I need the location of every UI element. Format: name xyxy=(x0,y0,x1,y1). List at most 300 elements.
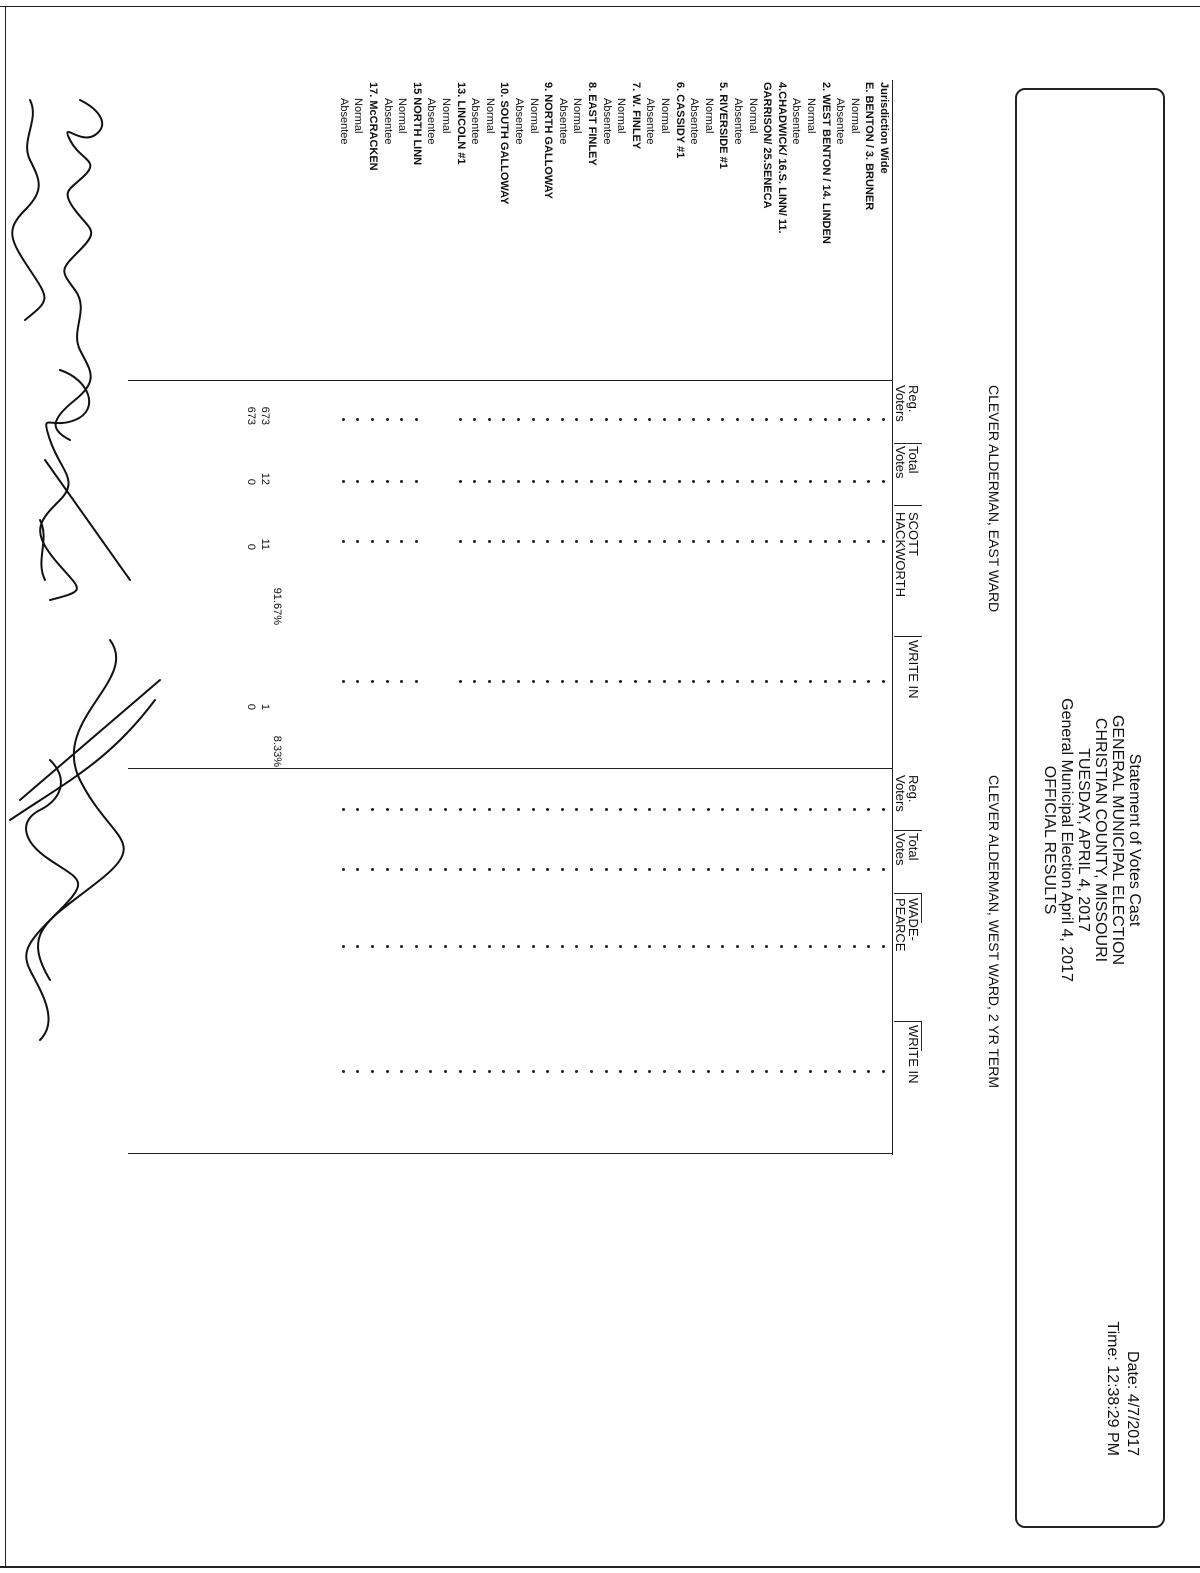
row-type-label: Normal xyxy=(702,98,715,134)
empty-value-dot xyxy=(575,868,578,871)
empty-value-dot xyxy=(751,868,754,871)
empty-value-dot xyxy=(721,418,724,421)
empty-value-dot xyxy=(867,418,870,421)
empty-value-dot xyxy=(502,480,505,483)
hdr-sep-top xyxy=(921,893,922,923)
hdr-sep xyxy=(894,443,922,444)
empty-value-dot xyxy=(546,480,549,483)
empty-value-dot xyxy=(692,540,695,543)
empty-value-dot xyxy=(371,540,374,543)
empty-value-dot xyxy=(663,945,666,948)
empty-value-dot xyxy=(590,1070,593,1073)
row-type-label: Normal xyxy=(848,98,861,134)
empty-value-dot xyxy=(765,418,768,421)
empty-value-dot xyxy=(678,1070,681,1073)
empty-value-dot xyxy=(824,418,827,421)
row-type-label: Absentee xyxy=(834,98,847,145)
empty-value-dot xyxy=(838,808,841,811)
empty-value-dot xyxy=(721,945,724,948)
empty-value-dot xyxy=(794,480,797,483)
c1-col-hackworth: SCOTT HACKWORTH xyxy=(893,512,921,597)
empty-value-dot xyxy=(663,480,666,483)
empty-value-dot xyxy=(882,480,885,483)
empty-value-dot xyxy=(429,868,432,871)
empty-value-dot xyxy=(736,680,739,683)
empty-value-dot xyxy=(575,540,578,543)
empty-value-dot xyxy=(532,418,535,421)
empty-value-dot xyxy=(619,480,622,483)
empty-value-dot xyxy=(663,808,666,811)
empty-value-dot xyxy=(590,945,593,948)
empty-value-dot xyxy=(429,1070,432,1073)
empty-value-dot xyxy=(590,418,593,421)
row-type-label: Absentee xyxy=(732,98,744,145)
empty-value-dot xyxy=(517,808,520,811)
empty-value-dot xyxy=(751,540,754,543)
empty-value-dot xyxy=(634,1070,637,1073)
hdr-sep xyxy=(894,636,922,637)
empty-value-dot xyxy=(882,540,885,543)
precinct-label: 9. NORTH GALLOWAY xyxy=(542,82,555,199)
empty-value-dot xyxy=(678,540,681,543)
empty-value-dot xyxy=(502,540,505,543)
empty-value-dot xyxy=(575,1070,578,1073)
empty-value-dot xyxy=(356,808,359,811)
empty-value-dot xyxy=(692,680,695,683)
empty-value-dot xyxy=(386,480,389,483)
empty-value-dot xyxy=(532,540,535,543)
empty-value-dot xyxy=(853,480,856,483)
empty-value-dot xyxy=(356,480,359,483)
empty-value-dot xyxy=(517,418,520,421)
empty-value-dot xyxy=(692,868,695,871)
row-type-label: Absentee xyxy=(644,98,657,145)
lincoln-absentee-hackworth: 0 xyxy=(245,543,257,550)
empty-value-dot xyxy=(707,1070,710,1073)
empty-value-dot xyxy=(721,540,724,543)
empty-value-dot xyxy=(561,418,564,421)
empty-value-dot xyxy=(751,945,754,948)
empty-value-dot xyxy=(590,680,593,683)
empty-value-dot xyxy=(707,808,710,811)
row-type-label: Absentee xyxy=(513,98,525,145)
empty-value-dot xyxy=(517,540,520,543)
empty-value-dot xyxy=(648,418,651,421)
empty-value-dot xyxy=(575,418,578,421)
empty-value-dot xyxy=(663,680,666,683)
c2-col-total-votes: Total Votes xyxy=(893,833,921,866)
empty-value-dot xyxy=(415,480,418,483)
empty-value-dot xyxy=(619,540,622,543)
header-title: Statement of Votes Cast xyxy=(1126,753,1143,927)
empty-value-dot xyxy=(605,1070,608,1073)
empty-value-dot xyxy=(721,480,724,483)
empty-value-dot xyxy=(678,480,681,483)
empty-value-dot xyxy=(634,868,637,871)
empty-value-dot xyxy=(415,540,418,543)
empty-value-dot xyxy=(502,868,505,871)
empty-value-dot xyxy=(488,480,491,483)
c2-col-wade-pearce: WADE-PEARCE xyxy=(893,898,921,952)
empty-value-dot xyxy=(765,680,768,683)
empty-value-dot xyxy=(371,1070,374,1073)
empty-value-dot xyxy=(809,1070,812,1073)
empty-value-dot xyxy=(794,540,797,543)
empty-value-dot xyxy=(371,418,374,421)
empty-value-dot xyxy=(400,540,403,543)
empty-value-dot xyxy=(605,868,608,871)
row-type-label: Absentee xyxy=(425,98,438,145)
empty-value-dot xyxy=(517,945,520,948)
empty-value-dot xyxy=(692,418,695,421)
empty-value-dot xyxy=(517,680,520,683)
empty-value-dot xyxy=(342,480,345,483)
contest1-left-rule xyxy=(128,380,893,381)
empty-value-dot xyxy=(707,680,710,683)
header-county: CHRISTIAN COUNTY, MISSOURI xyxy=(1092,717,1109,963)
empty-value-dot xyxy=(473,680,476,683)
empty-value-dot xyxy=(780,868,783,871)
empty-value-dot xyxy=(721,1070,724,1073)
empty-value-dot xyxy=(605,945,608,948)
empty-value-dot xyxy=(546,868,549,871)
empty-value-dot xyxy=(867,1070,870,1073)
empty-value-dot xyxy=(546,540,549,543)
empty-value-dot xyxy=(356,868,359,871)
empty-value-dot xyxy=(780,808,783,811)
empty-value-dot xyxy=(678,868,681,871)
empty-value-dot xyxy=(838,418,841,421)
empty-value-dot xyxy=(473,1070,476,1073)
empty-value-dot xyxy=(867,808,870,811)
empty-value-dot xyxy=(853,680,856,683)
empty-value-dot xyxy=(824,480,827,483)
empty-value-dot xyxy=(400,945,403,948)
empty-value-dot xyxy=(794,1070,797,1073)
empty-value-dot xyxy=(794,808,797,811)
empty-value-dot xyxy=(605,680,608,683)
empty-value-dot xyxy=(532,480,535,483)
empty-value-dot xyxy=(356,540,359,543)
empty-value-dot xyxy=(853,418,856,421)
empty-value-dot xyxy=(780,680,783,683)
precinct-label: 4.CHADWICK/ 16.S. LINN/ 11. xyxy=(775,82,788,234)
empty-value-dot xyxy=(736,540,739,543)
hdr-sep xyxy=(894,830,922,831)
empty-value-dot xyxy=(648,945,651,948)
row-type-label: Absentee xyxy=(337,98,350,145)
empty-value-dot xyxy=(882,680,885,683)
empty-value-dot xyxy=(502,1070,505,1073)
row-type-label: Normal xyxy=(571,98,584,134)
empty-value-dot xyxy=(663,540,666,543)
empty-value-dot xyxy=(488,808,491,811)
empty-value-dot xyxy=(371,868,374,871)
empty-value-dot xyxy=(561,680,564,683)
contest2-title: CLEVER ALDERMAN, WEST WARD, 2 YR TERM xyxy=(986,775,1002,1088)
empty-value-dot xyxy=(838,680,841,683)
empty-value-dot xyxy=(488,680,491,683)
empty-value-dot xyxy=(794,680,797,683)
empty-value-dot xyxy=(809,418,812,421)
empty-value-dot xyxy=(517,1070,520,1073)
empty-value-dot xyxy=(707,480,710,483)
empty-value-dot xyxy=(371,480,374,483)
handwritten-signatures xyxy=(0,80,170,1130)
row-type-label: Normal xyxy=(746,98,759,134)
empty-value-dot xyxy=(867,540,870,543)
empty-value-dot xyxy=(429,808,432,811)
precinct-label: 8. EAST FINLEY xyxy=(586,82,598,166)
empty-value-dot xyxy=(809,540,812,543)
empty-value-dot xyxy=(371,680,374,683)
empty-value-dot xyxy=(707,418,710,421)
empty-value-dot xyxy=(415,868,418,871)
empty-value-dot xyxy=(707,868,710,871)
empty-value-dot xyxy=(546,945,549,948)
empty-value-dot xyxy=(488,418,491,421)
empty-value-dot xyxy=(371,945,374,948)
empty-value-dot xyxy=(605,418,608,421)
empty-value-dot xyxy=(415,1070,418,1073)
row-type-label: Normal xyxy=(805,98,817,134)
empty-value-dot xyxy=(400,808,403,811)
empty-value-dot xyxy=(751,680,754,683)
empty-value-dot xyxy=(809,945,812,948)
empty-value-dot xyxy=(736,418,739,421)
empty-value-dot xyxy=(605,480,608,483)
empty-value-dot xyxy=(853,945,856,948)
empty-value-dot xyxy=(648,540,651,543)
empty-value-dot xyxy=(809,480,812,483)
empty-value-dot xyxy=(648,680,651,683)
empty-value-dot xyxy=(561,808,564,811)
empty-value-dot xyxy=(838,945,841,948)
empty-value-dot xyxy=(356,1070,359,1073)
empty-value-dot xyxy=(824,945,827,948)
empty-value-dot xyxy=(663,418,666,421)
empty-value-dot xyxy=(751,1070,754,1073)
empty-value-dot xyxy=(867,868,870,871)
empty-value-dot xyxy=(415,945,418,948)
row-type-label: Absentee xyxy=(600,98,613,145)
empty-value-dot xyxy=(765,540,768,543)
precinct-label: 2. WEST BENTON / 14. LINDEN xyxy=(819,82,832,244)
empty-value-dot xyxy=(619,868,622,871)
empty-value-dot xyxy=(634,808,637,811)
empty-value-dot xyxy=(356,418,359,421)
empty-value-dot xyxy=(459,540,462,543)
empty-value-dot xyxy=(459,418,462,421)
empty-value-dot xyxy=(444,868,447,871)
empty-value-dot xyxy=(532,808,535,811)
empty-value-dot xyxy=(590,808,593,811)
row-type-label: Absentee xyxy=(381,98,394,145)
empty-value-dot xyxy=(605,808,608,811)
empty-value-dot xyxy=(459,680,462,683)
lincoln-normal-hackworth: 11 xyxy=(259,538,271,550)
precinct-label: 5. RIVERSIDE #1 xyxy=(717,82,730,169)
empty-value-dot xyxy=(590,540,593,543)
empty-value-dot xyxy=(517,868,520,871)
hdr-sep xyxy=(894,505,922,506)
empty-value-dot xyxy=(356,680,359,683)
empty-value-dot xyxy=(780,418,783,421)
empty-value-dot xyxy=(765,1070,768,1073)
empty-value-dot xyxy=(721,868,724,871)
empty-value-dot xyxy=(663,1070,666,1073)
empty-value-dot xyxy=(619,808,622,811)
report-header-box xyxy=(1015,88,1165,1528)
empty-value-dot xyxy=(736,945,739,948)
empty-value-dot xyxy=(415,680,418,683)
empty-value-dot xyxy=(867,480,870,483)
empty-value-dot xyxy=(882,418,885,421)
empty-value-dot xyxy=(488,540,491,543)
empty-value-dot xyxy=(459,1070,462,1073)
empty-value-dot xyxy=(473,868,476,871)
empty-value-dot xyxy=(342,945,345,948)
report-time: Time: 12:38:29 PM xyxy=(1104,1321,1121,1456)
c2-col-write-in: WRITE IN xyxy=(906,1025,921,1084)
row-type-label: Absentee xyxy=(556,98,569,145)
c1-col-write-in: WRITE IN xyxy=(906,640,921,699)
lincoln-normal-reg-voters: 673 xyxy=(259,406,271,425)
empty-value-dot xyxy=(400,680,403,683)
empty-value-dot xyxy=(532,1070,535,1073)
empty-value-dot xyxy=(838,540,841,543)
empty-value-dot xyxy=(575,808,578,811)
contest-divider-rule xyxy=(128,768,893,769)
empty-value-dot xyxy=(707,540,710,543)
empty-value-dot xyxy=(824,540,827,543)
empty-value-dot xyxy=(502,418,505,421)
contest1-title: CLEVER ALDERMAN, EAST WARD xyxy=(986,385,1002,613)
empty-value-dot xyxy=(619,945,622,948)
empty-value-dot xyxy=(648,808,651,811)
empty-value-dot xyxy=(488,868,491,871)
empty-value-dot xyxy=(882,808,885,811)
header-election: GENERAL MUNICIPAL ELECTION xyxy=(1109,714,1126,966)
empty-value-dot xyxy=(590,480,593,483)
empty-value-dot xyxy=(867,680,870,683)
empty-value-dot xyxy=(736,480,739,483)
empty-value-dot xyxy=(824,868,827,871)
empty-value-dot xyxy=(444,808,447,811)
jurisdiction-label: Jurisdiction Wide xyxy=(878,82,890,174)
empty-value-dot xyxy=(634,680,637,683)
empty-value-dot xyxy=(488,1070,491,1073)
empty-value-dot xyxy=(561,540,564,543)
report-date: Date: 4/7/2017 xyxy=(1124,1351,1141,1456)
empty-value-dot xyxy=(429,945,432,948)
contest2-right-rule xyxy=(128,1153,893,1154)
empty-value-dot xyxy=(619,1070,622,1073)
empty-value-dot xyxy=(473,480,476,483)
empty-value-dot xyxy=(838,480,841,483)
empty-value-dot xyxy=(342,540,345,543)
empty-value-dot xyxy=(619,680,622,683)
row-type-label: Normal xyxy=(396,98,409,134)
empty-value-dot xyxy=(882,1070,885,1073)
lincoln-absentee-write-in: 0 xyxy=(245,703,257,710)
empty-value-dot xyxy=(809,808,812,811)
hdr-sep xyxy=(894,893,922,894)
precinct-label: 17. McCRACKEN xyxy=(367,82,379,171)
empty-value-dot xyxy=(546,1070,549,1073)
empty-value-dot xyxy=(867,945,870,948)
empty-value-dot xyxy=(663,868,666,871)
empty-value-dot xyxy=(736,808,739,811)
empty-value-dot xyxy=(853,540,856,543)
empty-value-dot xyxy=(532,680,535,683)
precinct-label: E. BENTON / 3. BRUNER xyxy=(863,82,876,211)
empty-value-dot xyxy=(838,1070,841,1073)
empty-value-dot xyxy=(386,418,389,421)
empty-value-dot xyxy=(692,480,695,483)
empty-value-dot xyxy=(342,680,345,683)
empty-value-dot xyxy=(692,1070,695,1073)
empty-value-dot xyxy=(648,868,651,871)
empty-value-dot xyxy=(780,480,783,483)
empty-value-dot xyxy=(721,808,724,811)
empty-value-dot xyxy=(634,945,637,948)
empty-value-dot xyxy=(561,480,564,483)
empty-value-dot xyxy=(400,868,403,871)
header-election-name: General Municipal Election April 4, 2017 xyxy=(1058,698,1075,982)
row-type-label: Normal xyxy=(659,98,671,134)
empty-value-dot xyxy=(780,945,783,948)
row-type-label: Normal xyxy=(352,98,365,134)
hdr-sep xyxy=(894,1021,922,1022)
empty-value-dot xyxy=(356,945,359,948)
row-type-label: Normal xyxy=(483,98,496,134)
lincoln-absentee-reg-voters: 673 xyxy=(245,406,257,425)
precinct-label: 7. W. FINLEY xyxy=(629,82,642,150)
empty-value-dot xyxy=(400,1070,403,1073)
empty-value-dot xyxy=(707,945,710,948)
empty-value-dot xyxy=(386,868,389,871)
empty-value-dot xyxy=(400,418,403,421)
empty-value-dot xyxy=(838,868,841,871)
header-official: OFFICIAL RESULTS xyxy=(1041,765,1058,915)
empty-value-dot xyxy=(809,680,812,683)
row-type-label: Normal xyxy=(527,98,540,134)
empty-value-dot xyxy=(765,868,768,871)
empty-value-dot xyxy=(721,680,724,683)
empty-value-dot xyxy=(459,808,462,811)
empty-value-dot xyxy=(692,808,695,811)
empty-value-dot xyxy=(532,868,535,871)
empty-value-dot xyxy=(371,808,374,811)
empty-value-dot xyxy=(678,945,681,948)
empty-value-dot xyxy=(459,868,462,871)
empty-value-dot xyxy=(386,945,389,948)
empty-value-dot xyxy=(575,680,578,683)
empty-value-dot xyxy=(751,480,754,483)
empty-value-dot xyxy=(561,1070,564,1073)
empty-value-dot xyxy=(546,680,549,683)
empty-value-dot xyxy=(502,808,505,811)
empty-value-dot xyxy=(736,868,739,871)
empty-value-dot xyxy=(648,480,651,483)
empty-value-dot xyxy=(678,808,681,811)
hdr-sep-top xyxy=(921,1021,922,1051)
empty-value-dot xyxy=(809,868,812,871)
header-day: TUESDAY, APRIL 4, 2017 xyxy=(1075,748,1092,932)
empty-value-dot xyxy=(634,418,637,421)
row-type-label: Normal xyxy=(440,98,452,134)
